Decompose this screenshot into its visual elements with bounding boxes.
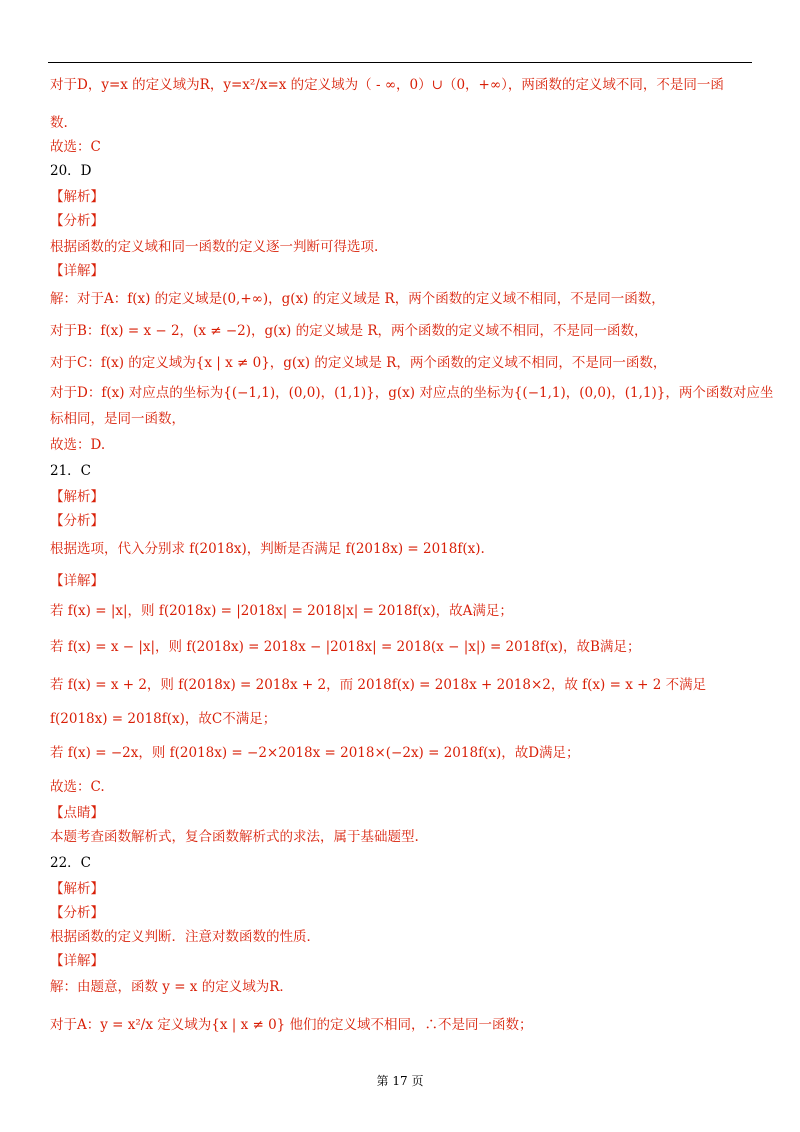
text-line: 若 f(x) = |x|，则 f(2018x) = |2018x| = 2018|x| = 2018f(x)，故A满足； <box>50 603 513 619</box>
section-label: 【详解】 <box>50 573 104 589</box>
text-line: 故选：D. <box>50 437 106 453</box>
text-line: 根据选项，代入分别求 f(2018x)，判断是否满足 f(2018x) = 2018f(x). <box>50 541 485 557</box>
question-number: 22．C <box>50 855 92 871</box>
text-line: 故选：C <box>50 139 101 155</box>
text-line: 对于C：f(x) 的定义域为{x | x ≠ 0}，g(x) 的定义域是 R，两个函数的定义域不相同，不是同一函数， <box>50 355 667 371</box>
section-label: 【详解】 <box>50 953 104 969</box>
text-line: 对于D：f(x) 对应点的坐标为{(−1,1)，(0,0)，(1,1)}，g(x) 对应点的坐标为{(−1,1)，(0,0)，(1,1)}，两个函数对应坐 <box>50 385 774 401</box>
text-line: 故选：C. <box>50 779 105 795</box>
section-label: 【解析】 <box>50 489 104 505</box>
text-line: 对于A：y = x²/x 定义域为{x | x ≠ 0} 他们的定义域不相同，∴不是同一函数； <box>50 1017 533 1033</box>
text-line: 标相同，是同一函数， <box>50 411 185 427</box>
header-rule <box>48 62 752 63</box>
section-label: 【分析】 <box>50 905 104 921</box>
text-line: 本题考查函数解析式，复合函数解析式的求法，属于基础题型. <box>50 829 419 845</box>
section-label: 【解析】 <box>50 189 104 205</box>
text-line: 根据函数的定义判断．注意对数函数的性质． <box>50 929 320 945</box>
text-line: 若 f(x) = −2x，则 f(2018x) = −2×2018x = 2018×(−2x) = 2018f(x)，故D满足； <box>50 745 580 761</box>
section-label: 【分析】 <box>50 213 104 229</box>
text-line: 对于B：f(x) = x − 2，(x ≠ −2)，g(x) 的定义域是 R，两个函数的定义域不相同，不是同一函数， <box>50 323 648 339</box>
section-label: 【点睛】 <box>50 805 104 821</box>
question-number: 21．C <box>50 463 92 479</box>
text-line: f(2018x) = 2018f(x)，故C不满足； <box>50 711 277 727</box>
question-number: 20．D <box>50 163 92 179</box>
text-line: 若 f(x) = x − |x|，则 f(2018x) = 2018x − |2018x| = 2018(x − |x|) = 2018f(x)，故B满足； <box>50 639 641 655</box>
text-line: 数. <box>50 115 68 131</box>
text-line: 若 f(x) = x + 2，则 f(2018x) = 2018x + 2，而 2018f(x) = 2018x + 2018×2，故 f(x) = x + 2 不满足 <box>50 677 707 693</box>
text-line: 根据函数的定义域和同一函数的定义逐一判断可得选项. <box>50 239 379 255</box>
text-line: 对于D，y=x 的定义域为R，y=x²/x=x 的定义域为（ - ∞，0）∪（0，+∞），两函数的定义域不同，不是同一函 <box>50 77 724 93</box>
page-number: 第 17 页 <box>376 1074 424 1088</box>
section-label: 【分析】 <box>50 513 104 529</box>
text-line: 解：对于A：f(x) 的定义域是(0,+∞)，g(x) 的定义域是 R，两个函数的定义域不相同，不是同一函数， <box>50 291 665 307</box>
section-label: 【解析】 <box>50 881 104 897</box>
text-line: 解：由题意，函数 y = x 的定义域为R． <box>50 979 293 995</box>
section-label: 【详解】 <box>50 263 104 279</box>
